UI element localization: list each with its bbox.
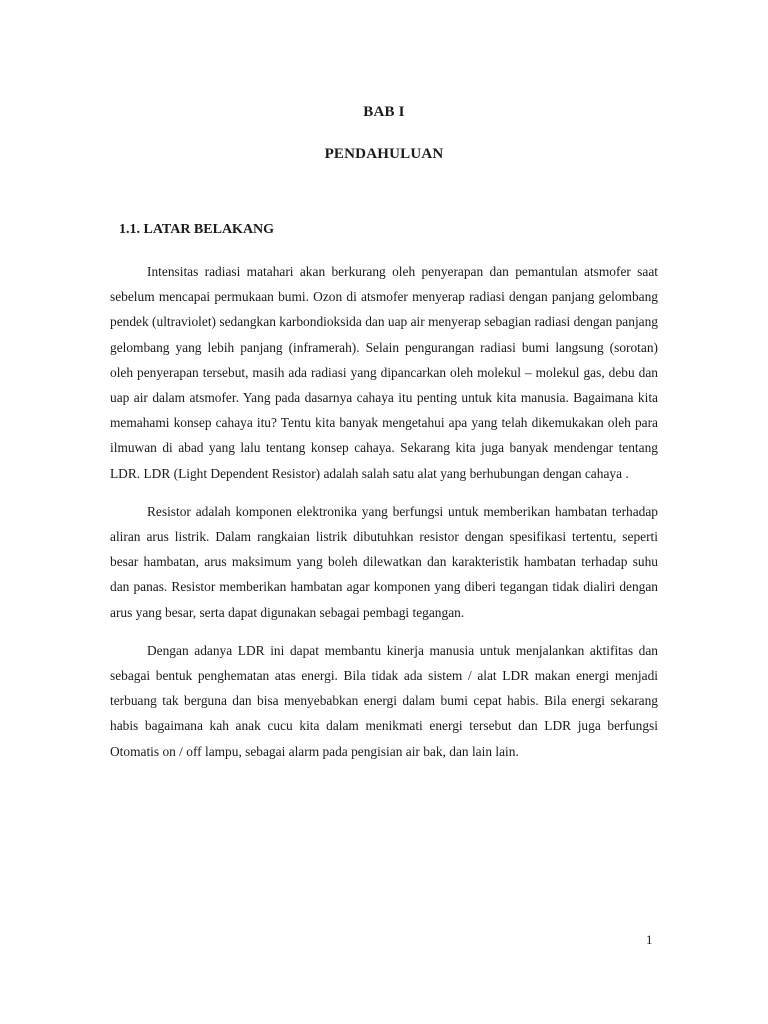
chapter-label: BAB I	[363, 104, 405, 120]
page-number: 1	[646, 932, 653, 947]
paragraph-2: Resistor adalah komponen elektronika yang berfungsi untuk memberikan hambatan terhadap aliran arus listrik. Dalam rangkaian listrik dibutuhkan resistor dengan spesifikasi tertentu, seperti besar hambatan, arus maksimum yang boleh dilewatkan dan karakteristik hambatan terhadap suhu dan panas. Resistor memberikan hambatan agar komponen yang diberi tegangan tidak dialiri dengan arus yang besar, serta dapat digunakan sebagai pembagi tegangan.	[110, 503, 658, 620]
paragraph-3: Dengan adanya LDR ini dapat membantu kinerja manusia untuk menjalankan aktifitas dan sebagai bentuk penghematan atas energi. Bila tidak ada sistem / alat LDR makan energi menjadi terbuang tak berguna dan bisa menyebabkan energi dalam bumi cepat habis. Bila energi sekarang habis bagaimana kah anak cucu kita dalam menikmati energi tersebut dan LDR juga berfungsi Otomatis on / off lampu, sebagai alarm pada pengisian air bak, dan lain lain.	[110, 642, 658, 759]
paragraph-1: Intensitas radiasi matahari akan berkurang oleh penyerapan dan pemantulan atsmofer saat sebelum mencapai permukaan bumi. Ozon di atsmofer menyerap radiasi dengan panjang gelombang pendek (ultraviolet) sedangkan karbondioksida dan uap air menyerap sebagian radiasi dengan panjang gelombang yang lebih panjang (inframerah). Selain pengurangan radiasi bumi langsung (sorotan) oleh penyerapan tersebut, masih ada radiasi yang dipancarkan oleh molekul – molekul gas, debu dan uap air dalam atsmofer. Yang pada dasarnya cahaya itu penting untuk kita manusia. Bagaimana kita memahami konsep cahaya itu? Tentu kita banyak mengetahui apa yang telah dikemukakan oleh para ilmuwan di abad yang lalu tentang konsep cahaya. Sekarang kita juga banyak mendengar tentang LDR. LDR (Light Dependent Resistor) adalah salah satu alat yang berhubungan dengan cahaya .	[110, 264, 658, 481]
chapter-title: PENDAHULUAN	[324, 146, 444, 162]
section-heading: 1.1. LATAR BELAKANG	[119, 222, 275, 237]
body-text	[110, 259, 658, 777]
